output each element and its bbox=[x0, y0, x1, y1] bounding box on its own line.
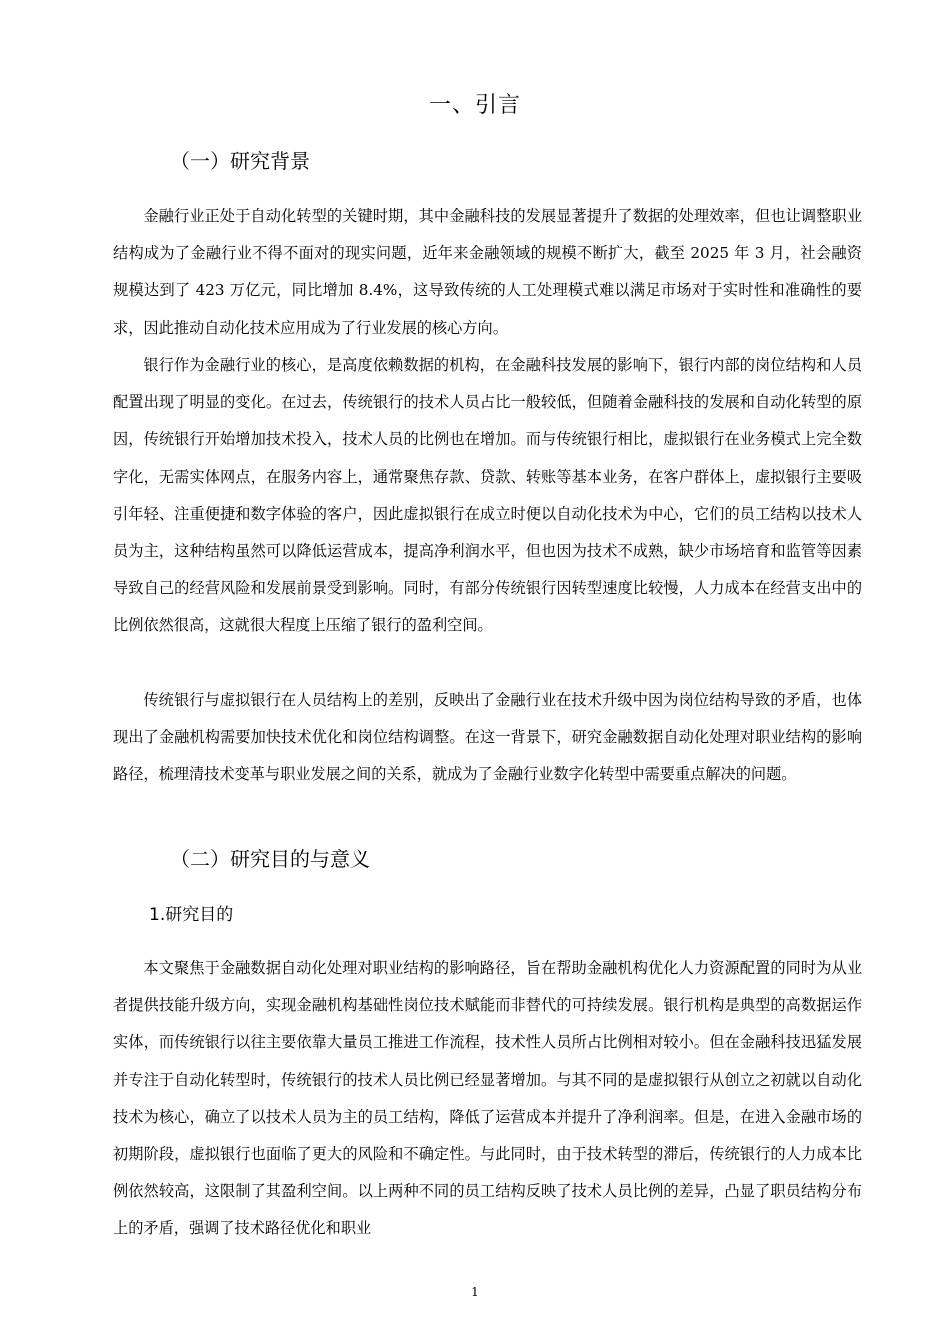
section-heading-background: （一）研究背景 bbox=[170, 149, 310, 173]
page-number: 1 bbox=[471, 1285, 479, 1299]
chapter-title: 一、引言 bbox=[428, 93, 521, 118]
paragraph-background-3: 传统银行与虚拟银行在人员结构上的差别，反映出了金融行业在技术升级中因为岗位结构导致的矛盾，也体现出了金融机构需要加快技术优化和岗位结构调整。在这一背景下，研究金融数据自动化处理对职业结构的影响路径，梳理清技术变革与职业发展之间的关系，就成为了金融行业数字化转型中需要重点解决的问题。 bbox=[113, 691, 862, 784]
section-heading-purpose: （二）研究目的与意义 bbox=[170, 847, 370, 871]
subheading-research-purpose: 1.研究目的 bbox=[149, 905, 234, 925]
paragraph-research-purpose: 本文聚焦于金融数据自动化处理对职业结构的影响路径，旨在帮助金融机构优化人力资源配置的同时为从业者提供技能升级方向，实现金融机构基础性岗位技术赋能而非替代的可持续发展。银行机构是典型的高数据运作实体，而传统银行以往主要依靠大量员工推进工作流程，技术性人员所占比例相对较小。但在金融科技迅猛发展并专注于自动化转型时，传统银行的技术人员比例已经显著增加。与其不同的是虚拟银行从创立之初就以自动化技术为核心，确立了以技术人员为主的员工结构，降低了运营成本并提升了净利润率。但是，在进入金融市场的初期阶段，虚拟银行也面临了更大的风险和不确定性。与此同时，由于技术转型的滞后，传统银行的人力成本比例依然较高，这限制了其盈利空间。以上两种不同的员工结构反映了技术人员比例的差异，凸显了职员结构分布上的矛盾，强调了技术路径优化和职业 bbox=[113, 959, 862, 1238]
paragraph-background-2: 银行作为金融行业的核心，是高度依赖数据的机构，在金融科技发展的影响下，银行内部的岗位结构和人员配置出现了明显的变化。在过去，传统银行的技术人员占比一般较低，但随着金融科技的发展和自动化转型的原因，传统银行开始增加技术投入，技术人员的比例也在增加。而与传统银行相比，虚拟银行在业务模式上完全数字化，无需实体网点，在服务内容上，通常聚焦存款、贷款、转账等基本业务，在客户群体上，虚拟银行主要吸引年轻、注重便捷和数字体验的客户，因此虚拟银行在成立时便以自动化技术为中心，它们的员工结构以技术人员为主，这种结构虽然可以降低运营成本，提高净利润水平，但也因为技术不成熟，缺少市场培育和监管等因素导致自己的经营风险和发展前景受到影响。同时，有部分传统银行因转型速度比较慢，人力成本在经营支出中的比例依然很高，这就很大程度上压缩了银行的盈利空间。 bbox=[113, 356, 862, 635]
paragraph-background-1: 金融行业正处于自动化转型的关键时期，其中金融科技的发展显著提升了数据的处理效率，但也让调整职业结构成为了金融行业不得不面对的现实问题，近年来金融领域的规模不断扩大，截至 2025 年 3 月，社会融资规模达到了 423 万亿元，同比增加 8.4%，这导致传统的人工处理模式难以满足市场对于实时性和准确性的要求，因此推动自动化技术应用成为了行业发展的核心方向。 bbox=[113, 207, 862, 337]
